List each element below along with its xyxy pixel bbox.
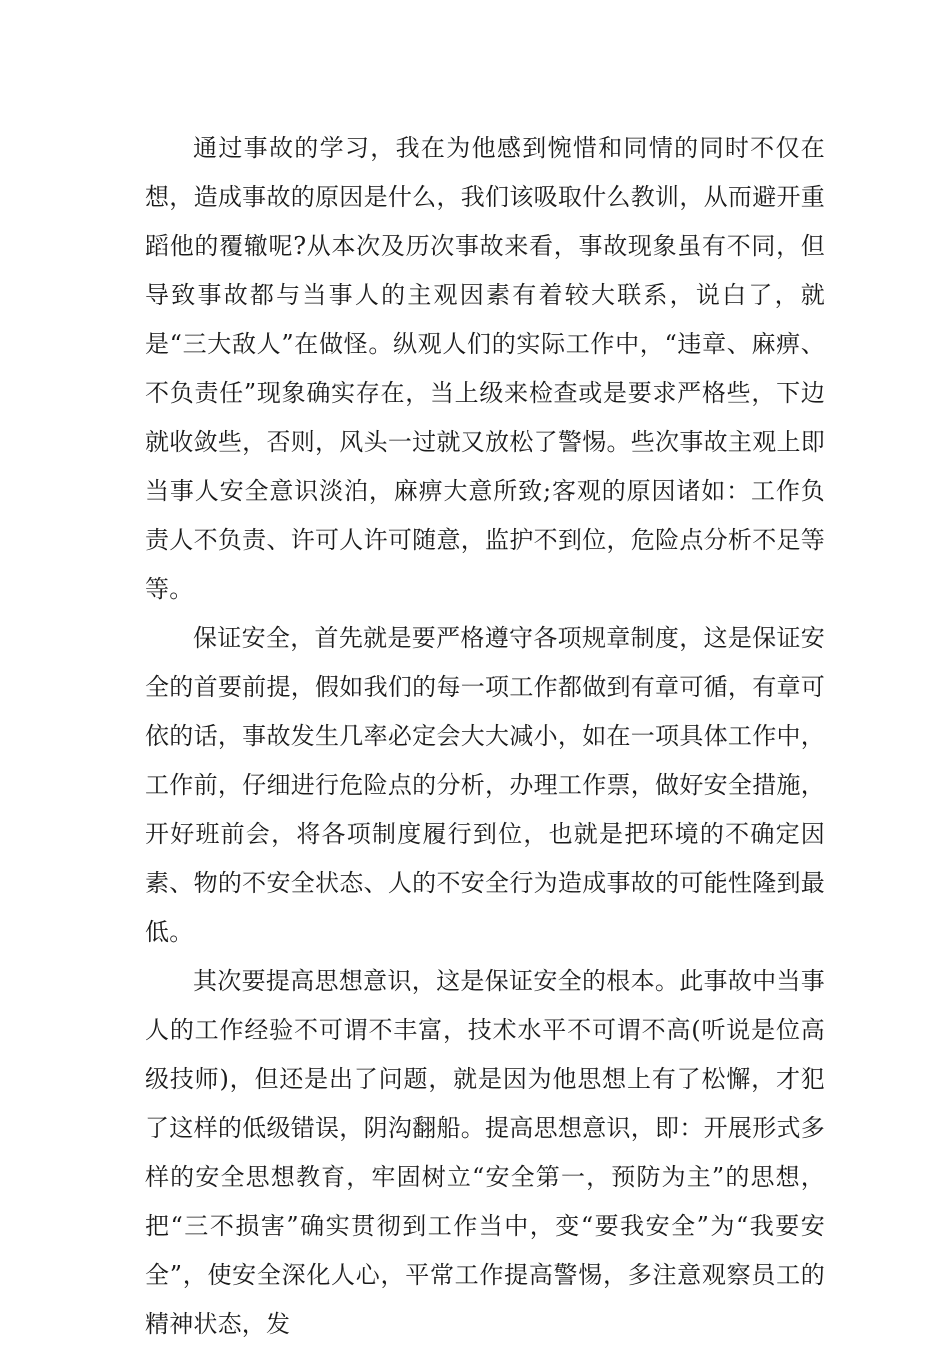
document-body	[145, 124, 825, 1349]
paragraph-accident-reflection: 通过事故的学习，我在为他感到惋惜和同情的同时不仅在想，造成事故的原因是什么，我们该吸取什么教训，从而避开重蹈他的覆辙呢?从本次及历次事故来看，事故现象虽有不同，但导致事故都与当事人的主观因素有着较大联系，说白了，就是“三大敌人”在做怪。纵观人们的实际工作中，“违章、麻痹、不负责任”现象确实存在，当上级来检查或是要求严格些，下边就收敛些，否则，风头一过就又放松了警惕。些次事故主观上即当事人安全意识淡泊，麻痹大意所致;客观的原因诸如：工作负责人不负责、许可人许可随意，监护不到位，危险点分析不足等等。	[145, 134, 825, 603]
paragraph-follow-regulations: 保证安全，首先就是要严格遵守各项规章制度，这是保证安全的首要前提，假如我们的每一项工作都做到有章可循，有章可依的话，事故发生几率必定会大大减小，如在一项具体工作中，工作前，仔细进行危险点的分析，办理工作票，做好安全措施，开好班前会，将各项制度履行到位，也就是把环境的不确定因素、物的不安全状态、人的不安全行为造成事故的可能性隆到最低。	[145, 624, 825, 946]
paragraph-raise-awareness: 其次要提高思想意识，这是保证安全的根本。此事故中当事人的工作经验不可谓不丰富，技术水平不可谓不高(听说是位高级技师)，但还是出了问题，就是因为他思想上有了松懈，才犯了这样的低级错误，阴沟翻船。提高思想意识，即：开展形式多样的安全思想教育，牢固树立“安全第一，预防为主”的思想，把“三不损害”确实贯彻到工作当中，变“要我安全”为“我要安全”，使安全深化人心，平常工作提高警惕，多注意观察员工的精神状态，发	[145, 967, 825, 1338]
